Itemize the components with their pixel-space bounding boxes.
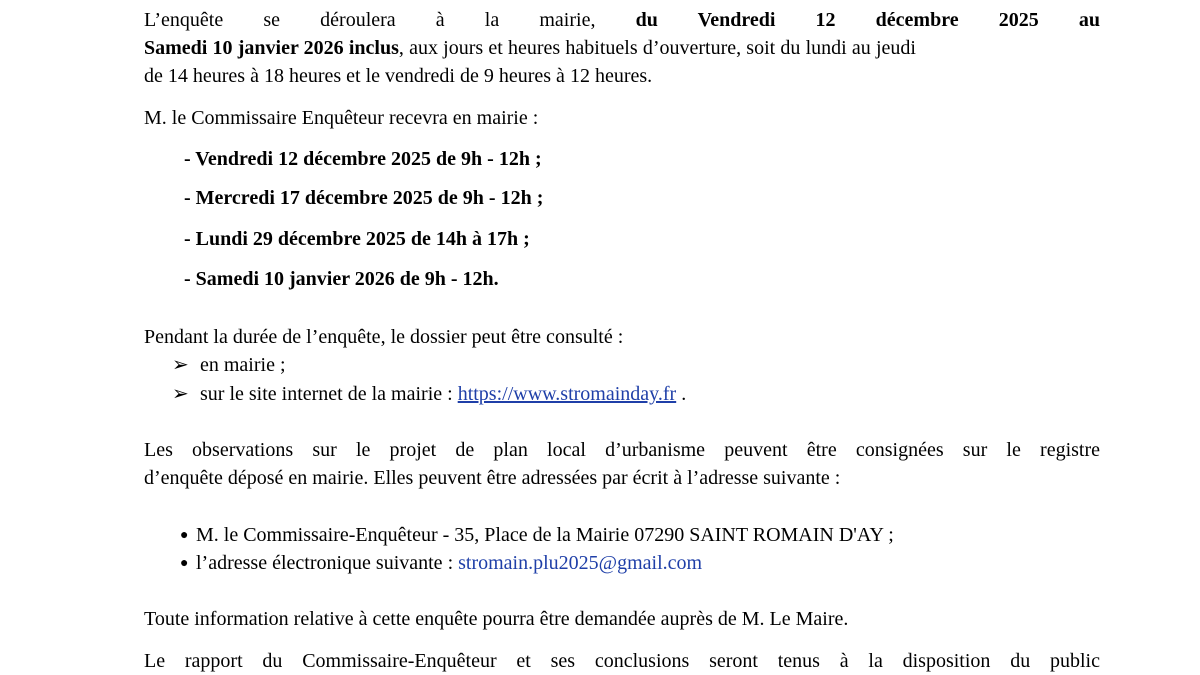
email-link[interactable]: stromain.plu2025@gmail.com — [458, 552, 703, 574]
enquiry-end-bold: Samedi 10 janvier 2026 inclus — [144, 37, 399, 59]
permanence-item: - Samedi 10 janvier 2026 de 9h - 12h. — [184, 268, 499, 290]
bullet-icon: ● — [180, 556, 189, 571]
enquiry-period-bold: du Vendredi 12 décembre 2025 au — [635, 9, 1100, 31]
arrow-bullet-icon: ➢ — [172, 354, 189, 376]
commissioner-intro: M. le Commissaire Enquêteur recevra en mairie : — [144, 107, 539, 129]
consultation-intro: Pendant la durée de l’enquête, le dossier peut être consulté : — [144, 326, 624, 348]
bullet-icon: ● — [180, 528, 189, 543]
website-link[interactable]: https://www.stromainday.fr — [457, 383, 677, 405]
postal-address-item: ● M. le Commissaire-Enquêteur - 35, Place de la Mairie 07290 SAINT ROMAIN D'AY ; — [180, 521, 894, 550]
consultation-item-mairie: ➢ en mairie ; — [172, 351, 286, 379]
email-address-item: ● l’adresse électronique suivante : stromain.plu2025@gmail.com — [180, 549, 702, 578]
information-paragraph: Toute information relative à cette enquête pourra être demandée auprès de M. Le Maire. — [144, 608, 849, 630]
paragraph-line: Le rapport du Commissaire-Enquêteur et ses conclusions seront tenus à la disposition du public — [144, 650, 1100, 672]
enquiry-dates-paragraph — [144, 6, 1100, 90]
paragraph-line: d’enquête déposé en mairie. Elles peuvent être adressées par écrit à l’adresse suivante : — [144, 467, 841, 489]
report-paragraph — [144, 647, 1100, 675]
permanence-item: - Vendredi 12 décembre 2025 de 9h - 12h ; — [184, 148, 542, 170]
paragraph-line: Samedi 10 janvier 2026 inclus, aux jours et heures habituels d’ouverture, soit du lundi au jeudi — [144, 37, 916, 59]
observations-paragraph — [144, 436, 1100, 492]
paragraph-line: Les observations sur le projet de plan local d’urbanisme peuvent être consignées sur le registre — [144, 439, 1100, 461]
permanence-item: - Mercredi 17 décembre 2025 de 9h - 12h ; — [184, 187, 544, 209]
consultation-item-website: ➢ sur le site internet de la mairie : https://www.stromainday.fr . — [172, 380, 686, 408]
paragraph-line: L’enquête se déroulera à la mairie, du Vendredi 12 décembre 2025 au — [144, 9, 1100, 31]
permanence-item: - Lundi 29 décembre 2025 de 14h à 17h ; — [184, 228, 530, 250]
arrow-bullet-icon: ➢ — [172, 383, 189, 405]
paragraph-line: de 14 heures à 18 heures et le vendredi de 9 heures à 12 heures. — [144, 65, 653, 87]
